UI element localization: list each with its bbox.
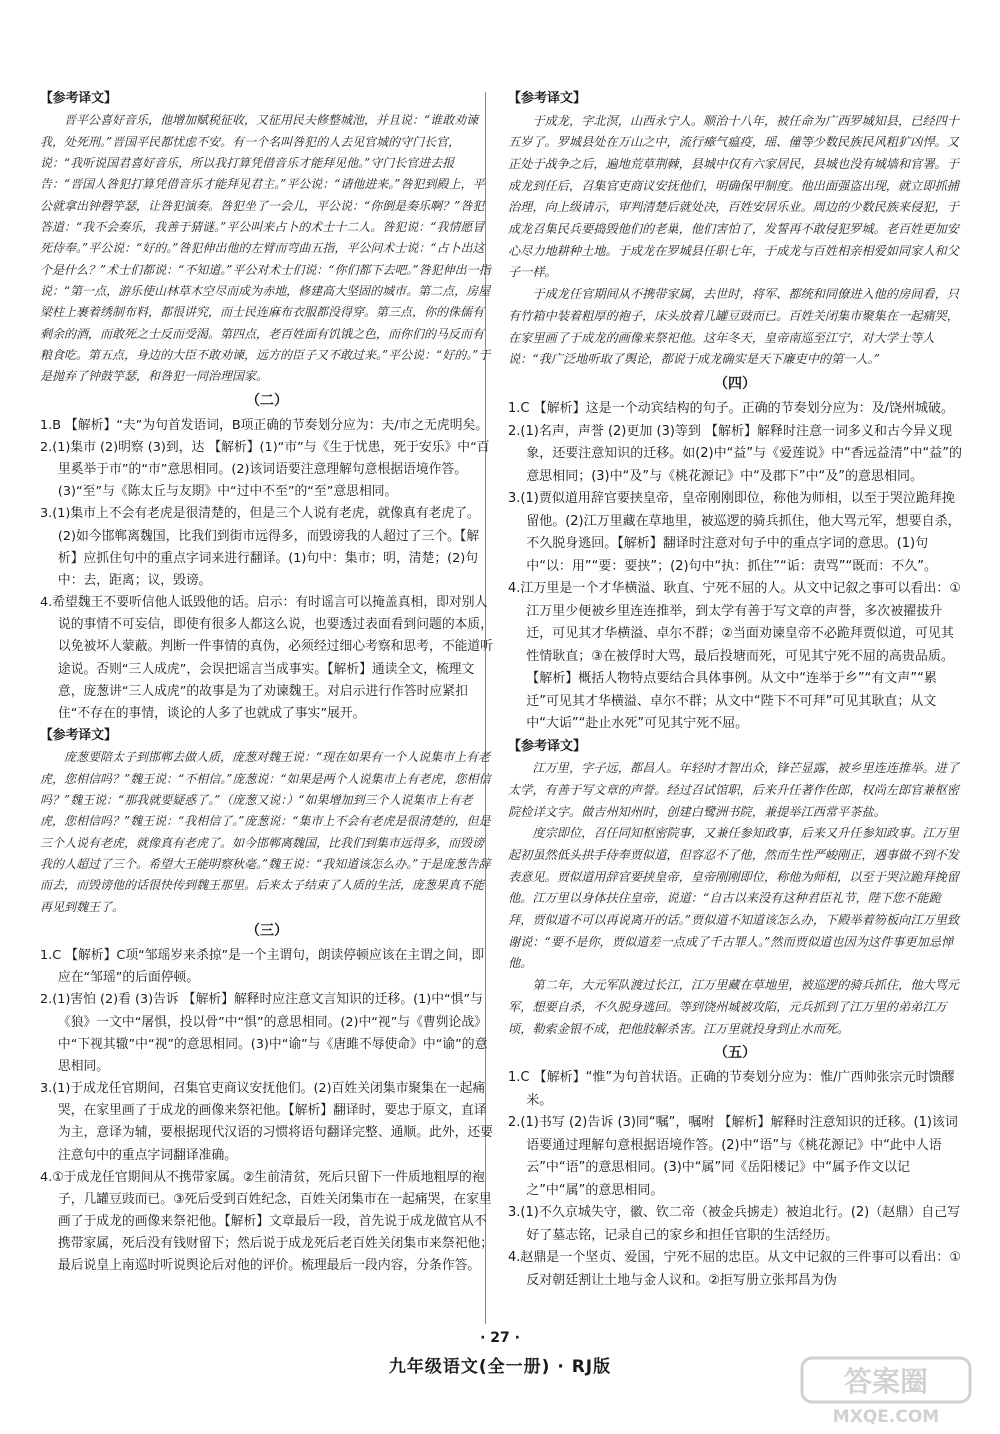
watermark-logo — [800, 1356, 972, 1426]
answer-item: 1.C 【解析】C项“邹瑶岁来杀掠”是一个主谓句，朗读停顿应该在主谓之间，即应在“邹瑶”的后面停顿。 — [40, 948, 485, 986]
answer-item: 3.(1)于成龙任官期间，召集官吏商议安抚他们。(2)百姓关闭集市聚集在一起痛哭，在家里画了于成龙的画像来祭祀他。【解析】翻译时，要忠于原文，直译为主，意译为辅，要根据现代汉语的习惯将语句翻译完整、通顺。此外，还要注意句中的重点字词翻译准确。 — [40, 1081, 493, 1163]
answer-item: 2.(1)害怕 (2)看 (3)告诉 【解析】解释时应注意文言知识的迁移。(1)中“惧”与《狼》一文中“屠惧，投以骨”中“惧”的意思相同。(2)中“视”与《曹刿论战》中“下视其辙”中“视”的意思相同。(3)中“谕”与《唐雎不辱使命》中“谕”的意思相同。 — [40, 992, 488, 1074]
answer-item: 1.C 【解析】这是一个动宾结构的句子。正确的节奏划分应为：及/饶州城破。 — [508, 401, 954, 417]
answer-item: 2.(1)名声，声誉 (2)更加 (3)等到 【解析】解释时注意一词多义和古今异义现象，还要注意知识的迁移。如(2)中“益”与《爱莲说》中“香远益清”中“益”的意思相同；(3)中“及”与《桃花源记》中“及郡下”中“及”的意思相同。 — [508, 423, 963, 484]
answer-item: 1.C 【解析】“惟”为句首状语。正确的节奏划分应为：惟/广西帅张宗元时馈醪米。 — [508, 1070, 955, 1108]
reference-translation-label: 【参考译文】 — [508, 91, 587, 106]
answer-item: 3.(1)贾似道用辞官要挟皇帝，皇帝刚刚即位，称他为师相，以至于哭泣跪拜挽留他。(2)江万里藏在草地里，被巡逻的骑兵抓住，他大骂元军，想要自杀，不久脱身逃回。【解析】翻译时注意对句子中的重点字词的意思。(1)句中“以：用”“要：要挟”；(2)句中“执：抓住”“诟：责骂”“既而：不久”。 — [508, 491, 961, 574]
reference-translation-text: 第二年，大元军队渡过长江，江万里藏在草地里，被巡逻的骑兵抓住，他大骂元军，想要自杀，不久脱身逃回。等到饶州城被攻陷，元兵抓到了江万里的弟弟江万顷，勒索金银不成，把他肢解杀害。江万里就投身到止水而死。 — [508, 978, 959, 1036]
reference-translation-text: 于成龙任官期间从不携带家属，去世时，将军、都统和同僚进入他的房间看，只有竹箱中装着粗厚的袍子，床头放着几罐豆豉而已。百姓关闭集市聚集在一起痛哭，在家里画了于成龙的画像来祭祀他。这年冬天，皇帝南巡至江宁，对大学士等人说：“我广泛地听取了舆论，都说于成龙确实是天下廉吏中的第一人。” — [508, 287, 959, 367]
answer-item: 3.(1)集市上不会有老虎是很清楚的，但是三个人说有老虎，就像真有老虎了。(2)如今邯郸离魏国，比我们到街市远得多，而毁谤我的人超过了三个。【解析】应抓住句中的重点字词来进行翻译。(1)句中：集市；明，清楚；(2)句中：去，距离；议，毁谤。 — [40, 506, 480, 588]
reference-translation-text: 度宗即位，召任同知枢密院事，又兼任参知政事，后来又升任参知政事。江万里起初虽然低头拱手侍奉贾似道，但容忍不了他，然而生性严峻刚正，遇事做不到不发表意见。贾似道用辞官要挟皇帝，皇帝刚刚即位，称他为师相，以至于哭泣跪拜挽留他。江万里以身体扶住皇帝，说道：“自古以来没有这种君臣礼节，陛下您不能跪拜，贾似道不可以再说离开的话。”贾似道不知道该怎么办，下殿举着笏板向江万里致谢说：“要不是你，贾似道差一点成了千古罪人。”然而贾似道也因为这件事更加忌惮他。 — [508, 826, 960, 971]
answer-item: 2.(1)书写 (2)告诉 (3)同“嘱”，嘱咐 【解析】解释时注意知识的迁移。(1)该词语要通过理解句意根据语境作答。(2)中“语”与《桃花源记》中“此中人语云”中“语”的意思相同。(3)中“属”同《岳阳楼记》中“属予作文以记之”中“属”的意思相同。 — [508, 1115, 958, 1198]
reference-translation-label: 【参考译文】 — [40, 91, 117, 106]
answer-item: 4.赵鼎是一个坚贞、爱国，宁死不屈的忠臣。从文中记叙的三件事可以看出：①反对朝廷割让土地与金人议和。②拒写册立张邦昌为伪 — [508, 1250, 962, 1288]
answer-item: 1.B 【解析】“夫”为句首发语词，B项正确的节奏划分应为：夫/市之无虎明矣。 — [40, 417, 489, 433]
left-column — [40, 88, 494, 1277]
answer-item: 3.(1)不久京城失守，徽、钦二帝（被金兵掳走）被迫北行。(2)（赵鼎）自己写好了墓志铭，记录自己的家乡和担任官职的生活经历。 — [508, 1205, 961, 1243]
answer-item: 4.江万里是一个才华横溢、耿直、宁死不屈的人。从文中记叙之事可以看出：①江万里少便被乡里连连推举，到太学有善于写文章的声誉，多次被擢拔升迁，可见其才华横溢、卓尔不群；②当面劝谏皇帝不必跪拜贾似道，可见其性情耿直；③在被俘时大骂，最后投塘而死，可见其宁死不屈的高贵品质。【解析】概括人物特点要结合具体事例。从文中“连举于乡”“有文声”“累迁”可见其才华横溢、卓尔不群；从文中“陛下不可拜”可见其耿直；从文中“大诟”“赴止水死”可见其宁死不屈。 — [508, 581, 962, 732]
section-title-4: （四） — [714, 375, 756, 392]
section-title-2: （二） — [246, 392, 288, 409]
section-title-3: （三） — [246, 922, 288, 939]
reference-translation-text: 江万里，字子远，都昌人。年轻时才智出众，锋芒显露，被乡里连连推举。进了太学，有善于写文章的声誉。经过召试馆职，后来升任著作佐郎，权尚左郎官兼枢密院检详文字。做吉州知州时，创建白鹭洲书院，兼提举江西常平茶盐。 — [508, 761, 959, 819]
reference-translation-text: 于成龙，字北溟，山西永宁人。顺治十八年，被任命为广西罗城知县，已经四十五岁了。罗城县处在万山之中，流行瘴气瘟疫，瑶、僮等少数民族民风粗犷凶悍。又正处于战争之后，遍地荒草荆棘，县城中仅有六家居民，县城也没有城墙和官署。于成龙到任后，召集官吏商议安抚他们，明确保甲制度。他出面强盗出现，就立即抓捕治理，向上级请示，审判清楚后就处决，百姓安居乐业。周边的少数民族来侵犯，于成龙召集民兵要捣毁他们的老巢，他们害怕了，发誓再不敢侵犯罗城。老百姓更加安心尽力地耕种土地。于成龙在罗城县任职七年，于成龙与百姓相亲相爱如同家人和父子一样。 — [508, 113, 959, 280]
reference-translation-label: 【参考译文】 — [508, 738, 587, 754]
watermark-url-text: MXQE.COM — [832, 1407, 940, 1426]
page-number: · 27 · — [480, 1330, 520, 1346]
answer-item: 4.希望魏王不要听信他人诋毁他的话。启示：有时谣言可以掩盖真相，即对别人说的事情不可妄信，即使有很多人都这么说，也要透过表面看到问题的本质，以免被坏人蒙蔽。判断一件事情的真伪，必须经过细心考察和思考，不能道听途说。否则“三人成虎”，会误把谣言当成事实。【解析】通读全文，梳理文意，庞葱讲“三人成虎”的故事是为了劝谏魏王。对启示进行作答时应紧扣住“不存在的事情，谈论的人多了也就成了事实”展开。 — [40, 595, 493, 721]
reference-translation-text: 晋平公喜好音乐，他增加赋税征收，又征用民夫修整城池，并且说：“谁敢劝谏我，处死刑。”晋国平民都忧虑不安。有一个名叫咎犯的人去见官城的守门长官，说：“我听说国君喜好音乐，所以我打算凭借音乐才能拜见他。”守门长官进去报告：“晋国人咎犯打算凭借音乐才能拜见君主。”平公说：“请他进来。”咎犯到殿上，平公就拿出钟磬竽瑟，让咎犯演奏。咎犯坐了一会儿，平公说：“你倒是奏乐啊？”咎犯答道：“我不会奏乐，我善于猜谜。”平公叫来占卜的术士十二人。咎犯说：“我情愿冒死侍奉。”平公说：“好的。”咎犯伸出他的左臂而弯曲五指，平公问术士说：“占卜出这个是什么？”术士们都说：“不知道。”平公对术士们说：“你们都下去吧。”咎犯伸出一指说：“第一点，游乐使山林草木空尽而成为赤地，修建高大坚固的城市。第二点，房屋梁柱上裹着绣制布料，都很讲究，而士民连麻布衣服都没得穿。第三点，你的侏儒有剩余的酒，而敢死之士反而受渴。第四点，老百姓面有饥饿之色，而你们的马反而有粮食吃。第五点，身边的大臣不敢劝谏，远方的臣子又不敢过来。”平公说：“好的。”于是抛弃了钟鼓竽瑟，和咎犯一同治理国家。 — [40, 113, 491, 384]
answer-item: 4.①于成龙任官期间从不携带家属。②生前清贫，死后只留下一件质地粗厚的袍子，几罐豆豉而已。③死后受到百姓纪念，百姓关闭集市在一起痛哭，在家里画了于成龙的画像来祭祀他。【解析】文章最后一段，首先说于成龙做官从不携带家属，死后没有钱财留下；然后说于成龙死后老百姓关闭集市来祭祀他；最后说皇上南巡时听说舆论后对他的评价。梳理最后一段内容，分条作答。 — [40, 1169, 493, 1274]
reference-translation-text: 庞葱要陪太子到邯郸去做人质，庞葱对魏王说：“现在如果有一个人说集市上有老虎，您相信吗？”魏王说：“不相信。”庞葱说：“如果是两个人说集市上有老虎，您相信吗？”魏王说：“那我就要疑惑了。”（庞葱又说：）“如果增加到三个人说集市上有老虎，您相信吗？”魏王说：“我相信了。”庞葱说：“集市上不会有老虎是很清楚的，但是三个人说有老虎，就像真有老虎了。如今邯郸离魏国，比我们到集市远得多，而毁谤我的人超过了三个。希望大王能明察秋毫。”魏王说：“我知道该怎么办。”于是庞葱告辞而去，而毁谤他的话很快传到魏王那里。后来太子结束了人质的生活，庞葱果真不能再见到魏王了。 — [40, 750, 491, 914]
reference-translation-label: 【参考译文】 — [40, 728, 117, 744]
book-title: 九年级语文(全一册) · RJ版 — [388, 1357, 612, 1377]
watermark-main-text: 答案圈 — [843, 1365, 929, 1398]
right-column — [508, 88, 962, 1292]
section-title-5: （五） — [714, 1045, 756, 1062]
answer-item: 2.(1)集市 (2)明察 (3)到，达 【解析】(1)“市”与《生于忧患，死于安乐》中“百里奚举于市”的“市”意思相同。(2)该词语要注意理解句意根据语境作答。(3)“至”与《陈太丘与友期》中“过中不至”的“至”意思相同。 — [40, 439, 490, 500]
